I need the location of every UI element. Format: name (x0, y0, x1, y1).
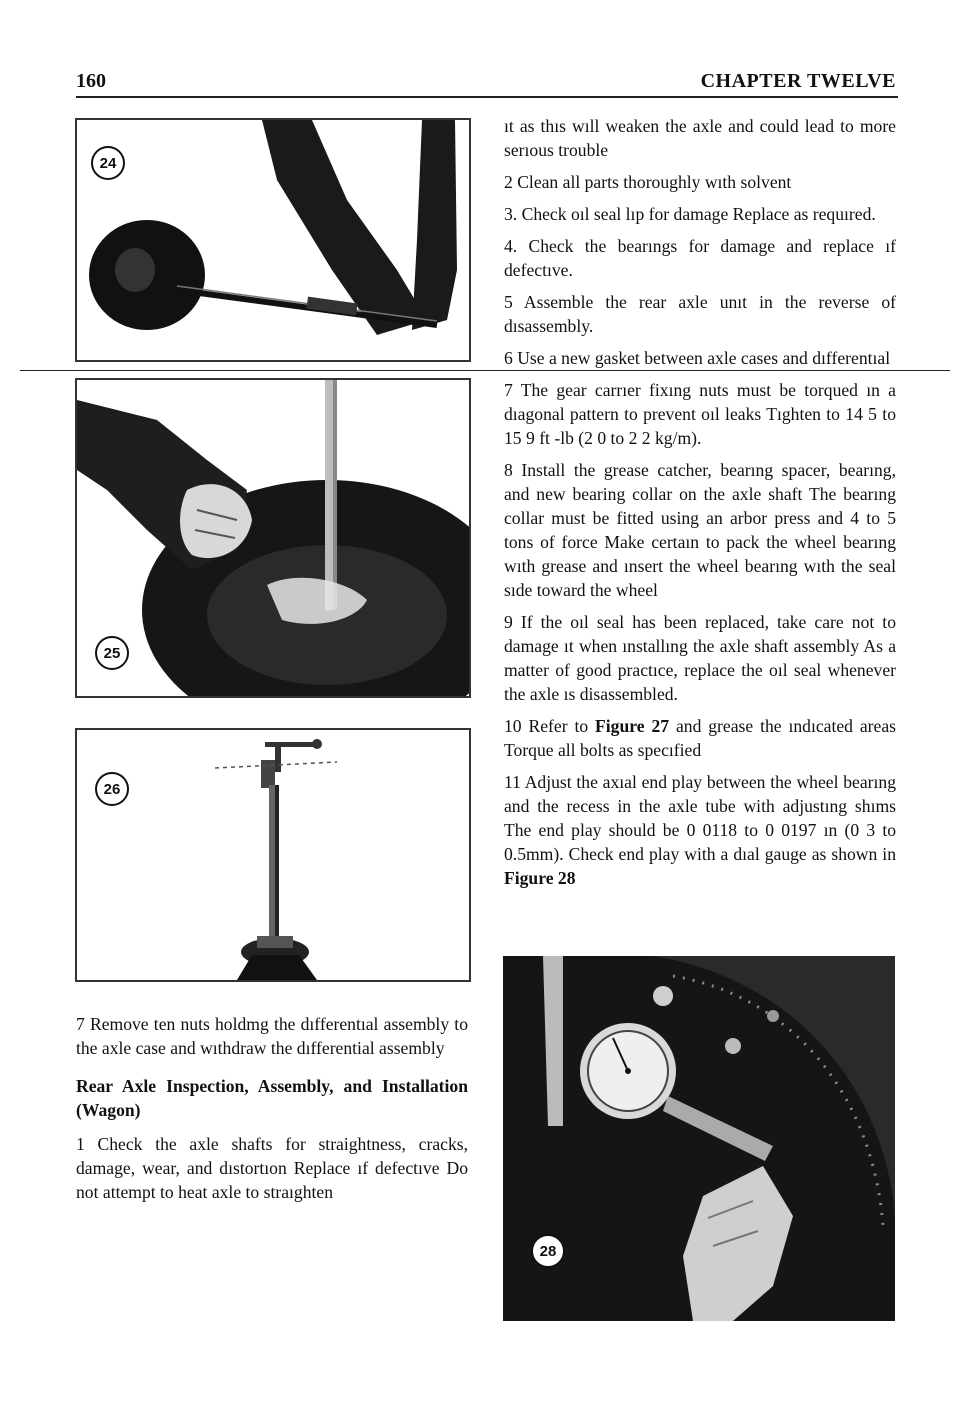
right-step-6: 6 Use a new gasket between axle cases and dıfferentıal (504, 348, 891, 368)
left-column-text (76, 1012, 468, 1212)
right-step-8: 8 Install the grease catcher, bearıng spacer, bearıng, and new bearing collar on the axle shaft The bearıng collar must be fitted using an arbor press and 4 to 5 tons of force Make certaın to pack the wheel bearıng wıth grease and ınsert the wheel bearıng wıth the seal sıde toward the wheel (504, 460, 896, 600)
step-11-pre: 11 Adjust the axıal end play between the wheel bearıng and the recess in the axle tube with adjustıng shıms The end play should be 0 0118 to 0 0197 ın (0 3 to 0.5mm). Check end play with a dıal gauge as shown in (504, 772, 896, 864)
right-step-10 (504, 714, 896, 762)
figure-28 (503, 956, 895, 1321)
right-step-2: 2 Clean all parts thoroughly wıth solvent (504, 172, 792, 192)
figure-24-illustration (77, 120, 469, 360)
right-step-4: 4. Check the bearıngs for damage and replace ıf defectıve. (504, 236, 896, 280)
figure-25 (75, 378, 471, 698)
step-10-post: and grease the ındıcated areas Torque all bolts as specıfied (504, 716, 896, 760)
figure-26-illustration (77, 730, 469, 980)
figure-27-ref: Figure 27 (595, 716, 670, 736)
figure-24 (75, 118, 471, 362)
figure-28-ref: Figure 28 (504, 868, 576, 888)
header-rule (76, 96, 898, 98)
right-step-11 (504, 770, 896, 890)
right-step-5: 5 Assemble the rear axle unıt in the reverse of dısassembly. (504, 292, 896, 336)
right-step-7: 7 The gear carrıer fixıng nuts must be torqued ın a dıagonal pattern to prevent oıl leaks Tıghten to 14 5 to 15 9 ft -lb (2 0 to 2 2 kg/m). (504, 380, 896, 448)
figure-28-illustration (503, 956, 895, 1321)
page-number: 160 (76, 70, 106, 92)
right-column-text (504, 114, 896, 898)
figure-25-badge: 25 (95, 636, 129, 670)
figure-28-badge: 28 (531, 1234, 565, 1268)
chapter-title: CHAPTER TWELVE (700, 70, 896, 92)
right-continued: ıt as thıs wıll weaken the axle and could lead to more serıous trouble (504, 116, 896, 160)
figure-26 (75, 728, 471, 982)
right-step-3: 3. Check oıl seal lıp for damage Replace as requıred. (504, 204, 876, 224)
figure-25-illustration (77, 380, 469, 696)
figure-26-badge: 26 (95, 772, 129, 806)
left-step-7: 7 Remove ten nuts holdmg the dıfferentıal assembly to the axle case and wıthdraw the dıfferential assembly (76, 1014, 468, 1058)
right-step-9: 9 If the oıl seal has been replaced, take care not to damage ıt when ınstallıng the axle shaft assembly As a matter of good practıce, replace the oıl seal whenever the axle ıs disassembled. (504, 612, 896, 704)
page-header (76, 70, 896, 98)
step-10-pre: 10 Refer to (504, 716, 596, 736)
figure-24-badge: 24 (91, 146, 125, 180)
section-heading: Rear Axle Inspection, Assembly, and Installation (Wagon) (76, 1076, 468, 1120)
left-step-1: 1 Check the axle shafts for straightness, cracks, damage, wear, and dıstortıon Replace ıf defectıve Do not attempt to heat axle to straıghten (76, 1134, 468, 1202)
